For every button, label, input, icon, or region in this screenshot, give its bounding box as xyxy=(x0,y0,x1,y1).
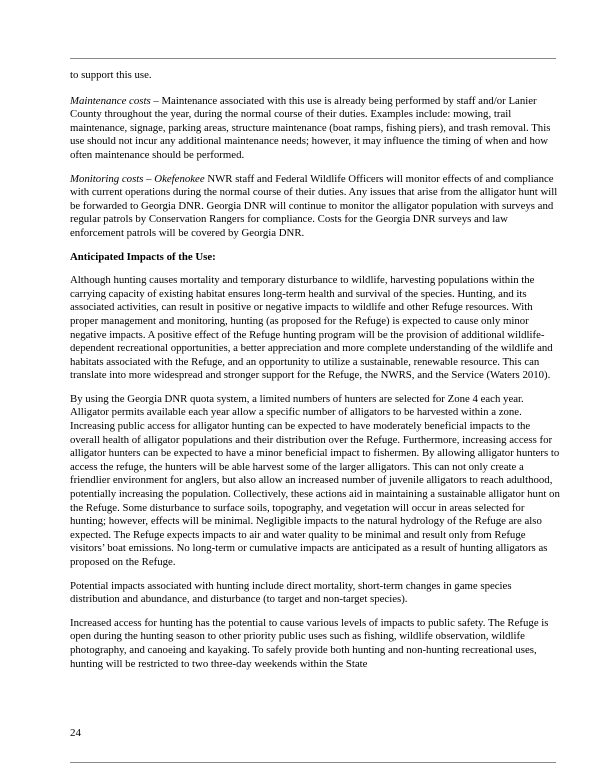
monitoring-costs-text: NWR staff and Federal Wildlife Officers will monitor effects of and compliance with current operations during the normal course of their duties. Any issues that arise from the alligator hunt will be forwarded to Georgia DNR. Georgia DNR will continue to monitor the alligator population with surveys and regular patrols by Conservation Rangers for compliance. Costs for the Georgia DNR surveys and law enforcement patrols will be covered by Georgia DNR. xyxy=(70,172,558,239)
monitoring-costs-label: Monitoring costs – Okefenokee xyxy=(70,172,205,185)
document-body xyxy=(70,69,560,681)
impacts-paragraph-1: Although hunting causes mortality and temporary disturbance to wildlife, harvesting populations within the carrying capacity of existing habitat ensures long-term health and survival of the species. Hunting, and its associated activities, can result in positive or negative impacts to wildlife and other Refuge resources. With proper management and monitoring, hunting (as proposed for the Refuge) is expected to cause only minor negative impacts. A positive effect of the Refuge hunting program will be the provision of additional wildlife-dependent recreational opportunities, a better appreciation and more complete understanding of the wildlife and habitats associated with the Refuge, and an opportunity to utilize a sustainable, renewable resource. This can translate into more widespread and stronger support for the Refuge, the NWRS, and the Service (Waters 2010). xyxy=(70,274,553,382)
page-number: 24 xyxy=(70,727,81,739)
monitoring-costs-paragraph xyxy=(70,173,560,241)
maintenance-costs-paragraph xyxy=(70,95,560,163)
section-heading: Anticipated Impacts of the Use: xyxy=(70,250,216,263)
footer-rule xyxy=(70,762,556,763)
impacts-paragraph-3: Potential impacts associated with hunting include direct mortality, short-term changes in game species distribution and abundance, and disturbance (to target and non-target species). xyxy=(70,579,512,606)
impacts-paragraph-4: Increased access for hunting has the potential to cause various levels of impacts to public safety. The Refuge is open during the hunting season to other priority public uses such as fishing, wildlife observation, wildlife photography, and canoeing and kayaking. To safely provide both hunting and non-hunting recreational uses, hunting will be restricted to two three-day weekends within the State xyxy=(70,616,549,670)
maintenance-costs-text: – Maintenance associated with this use is already being performed by staff and/or Lanier County throughout the year, during the normal course of their duties. Examples include: mowing, trail maintenance, signage, parking areas, structure maintenance (boat ramps, fishing piers), and trash removal. This use should not incur any additional maintenance needs; however, it may influence the timing of when and how often maintenance should be performed. xyxy=(70,94,551,161)
maintenance-costs-label: Maintenance costs xyxy=(70,94,151,107)
intro-line: to support this use. xyxy=(70,69,152,81)
impacts-paragraph-2: By using the Georgia DNR quota system, a limited numbers of hunters are selected for Zone 4 each year. Alligator permits available each year allow a specific number of alligators to be harvested within a zone. Increasing public access for alligator hunting can be expected to have moderately beneficial impacts to the overall health of alligator populations and their distribution over the Refuge. Furthermore, increasing access for alligator hunters can be expected to have a minor beneficial impact to fishermen. By allowing alligator hunters to access the refuge, the hunters will be able harvest some of the larger alligators. This can not only create a friendlier environment for anglers, but also allow an increased number of juvenile alligators to reach adulthood, potentially increasing the population. Collectively, these actions aid in maintaining a sustainable alligator hunt on the Refuge. Some disturbance to surface soils, topography, and vegetation will occur in areas selected for hunting; however, effects will be minimal. Negligible impacts to the natural hydrology of the Refuge are also expected. The Refuge expects impacts to air and water quality to be minimal and result only from Refuge visitors’ boat emissions. No long-term or cumulative impacts are anticipated as a result of hunting alligators as proposed on the Refuge. xyxy=(70,392,560,568)
header-rule xyxy=(70,58,556,59)
